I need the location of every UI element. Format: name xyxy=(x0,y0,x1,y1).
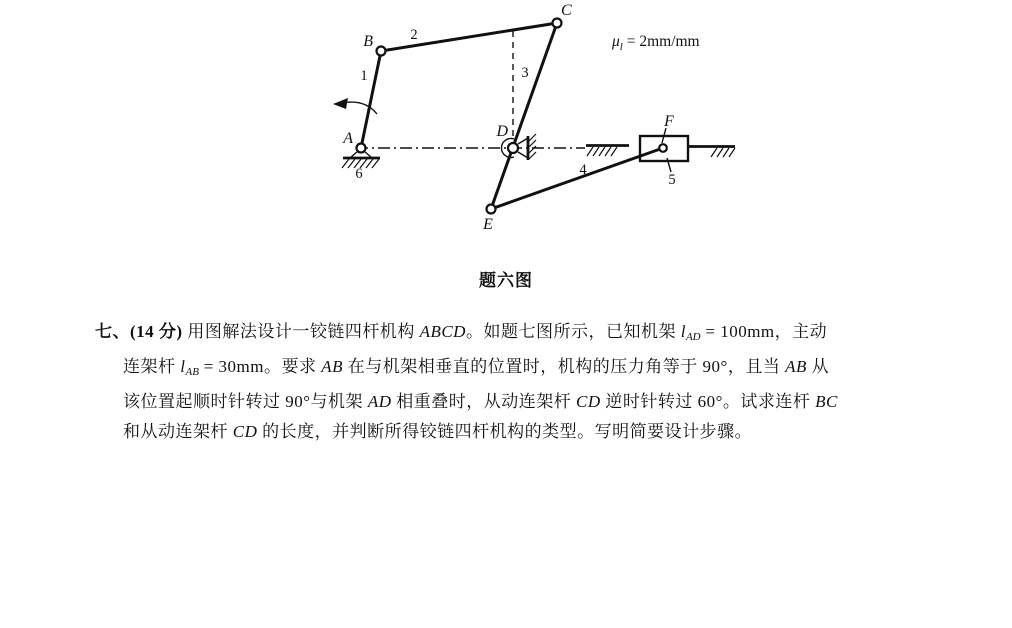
label-link-5: 5 xyxy=(668,172,676,188)
label-link-6: 6 xyxy=(355,166,363,182)
label-link-2: 2 xyxy=(410,27,418,43)
link-3-cde xyxy=(491,23,557,209)
rotation-arrow xyxy=(342,102,377,114)
label-joint-c: C xyxy=(561,2,572,19)
joint-b xyxy=(377,47,386,56)
mechanism-figure xyxy=(0,0,1012,252)
scale-note: $\mu_l = 2mm/mm$ xyxy=(612,33,700,53)
label-link-4: 4 xyxy=(579,162,587,178)
joint-d xyxy=(508,143,518,153)
problem-line-4: 和从动连架杆 CD 的长度，并判断所得铰链四杆机构的类型。写明简要设计步骤。 xyxy=(123,422,753,441)
rotation-arrowhead xyxy=(333,98,348,109)
problem-text xyxy=(95,317,955,447)
problem-line-1: 七、(14 分) 用图解法设计一铰链四杆机构 ABCD。如题七图所示，已知机架 $l_{AD} = 100mm$，主动 xyxy=(95,322,828,343)
joint-e xyxy=(487,205,496,214)
slider-guide-left xyxy=(586,146,629,157)
label-link-1: 1 xyxy=(360,68,368,84)
link-1-ab xyxy=(361,51,381,148)
joint-f xyxy=(659,144,667,152)
figure-caption: 题六图 xyxy=(479,271,533,290)
link-2-bc xyxy=(381,23,557,51)
label-joint-e: E xyxy=(483,216,493,233)
label-joint-f: F xyxy=(664,113,674,130)
joint-c xyxy=(553,19,562,28)
label-joint-d: D xyxy=(496,123,508,140)
label-joint-b: B xyxy=(363,33,373,50)
label-link-3: 3 xyxy=(521,65,529,81)
link-4-ef xyxy=(491,148,663,209)
slider-guide-right xyxy=(689,147,735,158)
joint-a xyxy=(357,144,366,153)
label-joint-a: A xyxy=(343,130,353,147)
problem-line-2: 连架杆 $l_{AB} = 30mm$。要求 AB 在与机架相垂直的位置时，机构的压力角等于 90°，且当 AB 从 xyxy=(123,357,830,378)
problem-line-3: 该位置起顺时针转过 90°与机架 AD 相重叠时，从动连架杆 CD 逆时针转过 60°。试求连杆 BC xyxy=(123,392,838,411)
